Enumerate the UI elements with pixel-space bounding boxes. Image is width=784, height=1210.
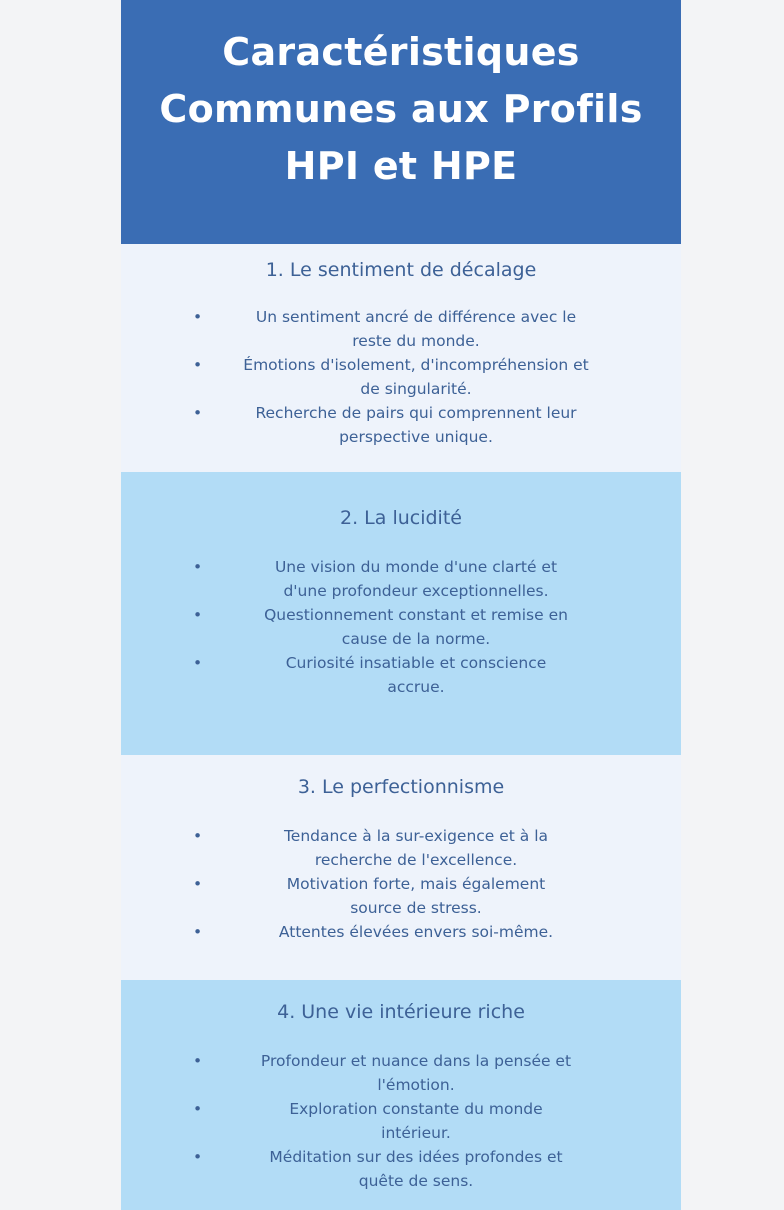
- list-item: • Curiosité insatiable et conscience accrue.: [121, 651, 681, 699]
- list-item: • Attentes élevées envers soi-même.: [121, 920, 681, 944]
- page-title: Caractéristiques Communes aux Profils HPI et HPE: [159, 30, 643, 188]
- section-heading: 2. La lucidité: [340, 507, 462, 529]
- bullet-icon: •: [193, 875, 203, 893]
- bullet-list: [121, 824, 681, 944]
- bullet-icon: •: [193, 1052, 203, 1070]
- bullet-icon: •: [193, 606, 203, 624]
- bullet-icon: •: [193, 923, 203, 941]
- section-heading: 3. Le perfectionnisme: [297, 776, 505, 798]
- bullet-list: [121, 1049, 681, 1193]
- list-item: • Exploration constante du monde intérieur.: [121, 1097, 681, 1145]
- section-heading: 4. Une vie intérieure riche: [277, 1001, 525, 1023]
- list-item: • Une vision du monde d'une clarté et d'une profondeur exceptionnelles.: [121, 555, 681, 603]
- section-perfectionnisme: [121, 755, 681, 980]
- bullet-icon: •: [193, 558, 203, 576]
- list-item: • Un sentiment ancré de différence avec le reste du monde.: [121, 305, 681, 353]
- list-item: • Questionnement constant et remise en cause de la norme.: [121, 603, 681, 651]
- bullet-icon: •: [193, 356, 203, 374]
- bullet-icon: •: [193, 827, 203, 845]
- bullet-icon: •: [193, 308, 203, 326]
- section-vie-interieure: [121, 980, 681, 1210]
- list-item: • Motivation forte, mais également source de stress.: [121, 872, 681, 920]
- list-item: • Tendance à la sur-exigence et à la recherche de l'excellence.: [121, 824, 681, 872]
- bullet-icon: •: [193, 1148, 203, 1166]
- bullet-icon: •: [193, 404, 203, 422]
- list-item: • Émotions d'isolement, d'incompréhension et de singularité.: [121, 353, 681, 401]
- section-decalage: [121, 244, 681, 472]
- section-lucidite: [121, 472, 681, 755]
- header: [121, 0, 681, 244]
- list-item: • Recherche de pairs qui comprennent leur perspective unique.: [121, 401, 681, 449]
- list-item: • Profondeur et nuance dans la pensée et l'émotion.: [121, 1049, 681, 1097]
- bullet-list: [121, 305, 681, 449]
- bullet-icon: •: [193, 654, 203, 672]
- bullet-icon: •: [193, 1100, 203, 1118]
- section-heading: 1. Le sentiment de décalage: [265, 259, 537, 281]
- list-item: • Méditation sur des idées profondes et quête de sens.: [121, 1145, 681, 1193]
- infographic: [121, 0, 681, 1200]
- bullet-list: [121, 555, 681, 699]
